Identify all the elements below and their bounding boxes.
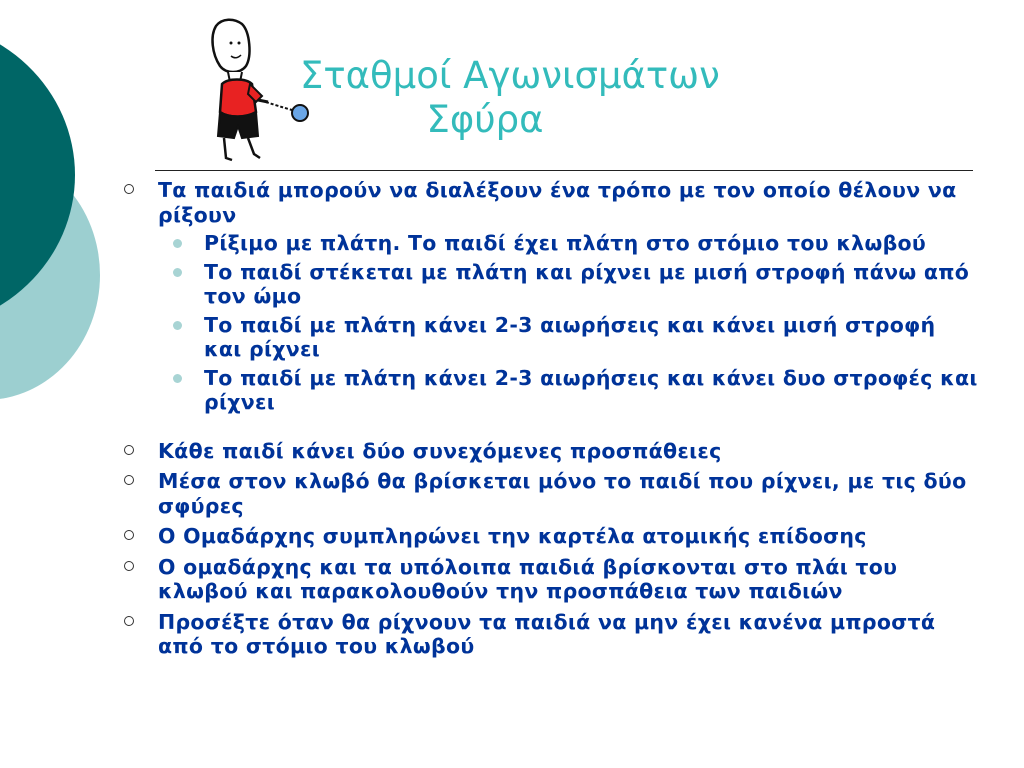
bullet-item-2 <box>118 439 978 464</box>
bullet-text: Μέσα στον κλωβό θα βρίσκεται μόνο το παιδί που ρίχνει, με τις δύο σφύρες <box>158 469 967 518</box>
slide-title <box>300 54 720 142</box>
hollow-circle-bullet-icon <box>124 445 134 455</box>
bullet-item-5 <box>118 555 978 604</box>
bullet-text: Κάθε παιδί κάνει δύο συνεχόμενες προσπάθειες <box>158 438 722 463</box>
dot-bullet-icon <box>173 239 182 248</box>
title-line-1: Σταθμοί Αγωνισμάτων <box>300 54 720 97</box>
bullet-text: Τα παιδιά μπορούν να διαλέξουν ένα τρόπο με τον οποίο θέλουν να ρίξουν <box>158 178 957 227</box>
dot-bullet-icon <box>173 321 182 330</box>
bullet-item-1 <box>118 178 978 415</box>
sub-bullet-text: Το παιδί με πλάτη κάνει 2-3 αιωρήσεις και κάνει δυο στροφές και ρίχνει <box>204 365 978 414</box>
title-divider <box>155 170 973 171</box>
bullet-text: Ο ομαδάρχης και τα υπόλοιπα παιδιά βρίσκονται στο πλάι του κλωβού και παρακολουθούν την προσπάθεια των παιδιών <box>158 554 898 603</box>
sub-bullet-item-3 <box>118 313 978 362</box>
sub-bullet-text: Το παιδί με πλάτη κάνει 2-3 αιωρήσεις και κάνει μισή στροφή και ρίχνει <box>204 312 936 361</box>
bullet-item-3 <box>118 469 978 518</box>
hollow-circle-bullet-icon <box>124 561 134 571</box>
hollow-circle-bullet-icon <box>124 616 134 626</box>
sub-bullet-item-1 <box>118 231 978 256</box>
sub-bullet-text: Ρίξιμο με πλάτη. Το παιδί έχει πλάτη στο στόμιο του κλωβού <box>204 231 927 255</box>
bullet-item-4 <box>118 524 978 549</box>
hollow-circle-bullet-icon <box>124 475 134 485</box>
dot-bullet-icon <box>173 268 182 277</box>
bullet-list <box>118 178 978 665</box>
sub-bullet-item-4 <box>118 366 978 415</box>
title-line-2: Σφύρα <box>426 98 544 141</box>
sub-bullet-text: Το παιδί στέκεται με πλάτη και ρίχνει με μισή στροφή πάνω από τον ώμο <box>204 259 970 308</box>
hollow-circle-bullet-icon <box>124 184 134 194</box>
bullet-item-6 <box>118 610 978 659</box>
bullet-text: Ο Ομαδάρχης συμπληρώνει την καρτέλα ατομικής επίδοσης <box>158 524 867 548</box>
hollow-circle-bullet-icon <box>124 530 134 540</box>
sub-bullet-item-2 <box>118 260 978 309</box>
sub-bullet-list <box>158 231 978 415</box>
dot-bullet-icon <box>173 374 182 383</box>
bullet-text: Προσέξτε όταν θα ρίχνουν τα παιδιά να μην έχει κανένα μπροστά από το στόμιο του κλωβού <box>158 609 936 658</box>
